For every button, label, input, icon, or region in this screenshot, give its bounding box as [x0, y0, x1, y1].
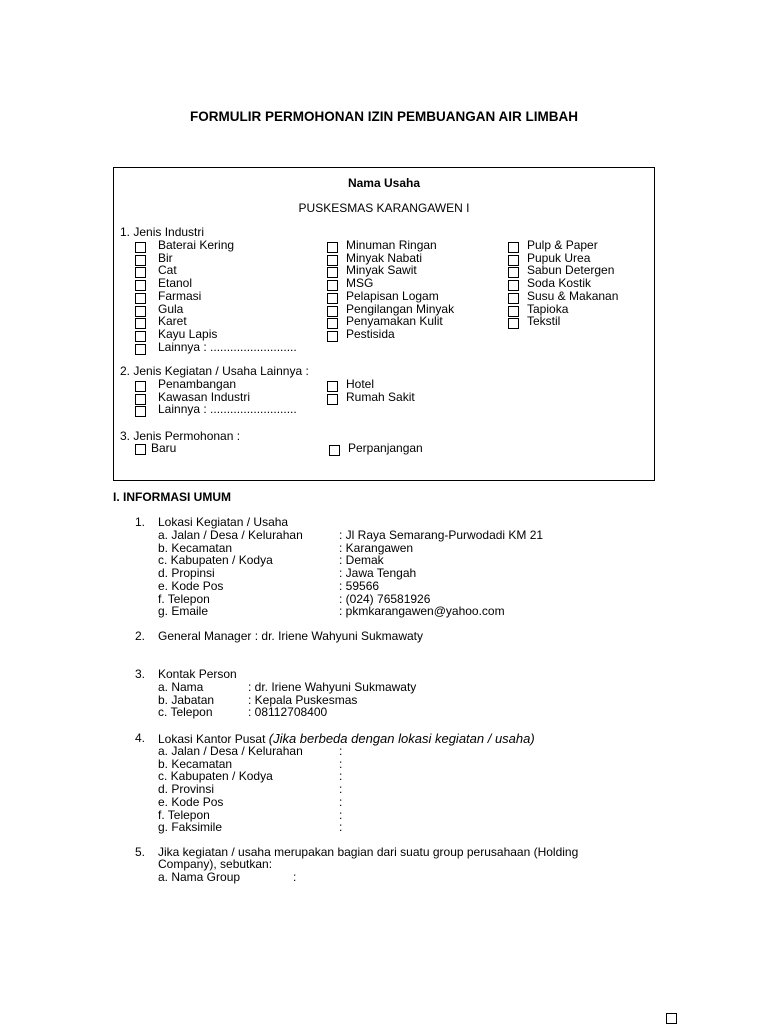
jenis-kegiatan-heading: 2. Jenis Kegiatan / Usaha Lainnya : [120, 364, 309, 378]
industri-option-checkbox[interactable] [135, 306, 146, 317]
kegiatan-option-label: Kawasan Industri [158, 389, 251, 404]
industri-option-checkbox[interactable] [135, 331, 146, 342]
kegiatan-option-checkbox[interactable] [135, 406, 146, 417]
s5-number: 5. [135, 845, 146, 859]
s4-number: 4. [135, 731, 146, 745]
s4-field-value: : [339, 756, 343, 771]
kegiatan-option-label: Hotel [346, 377, 375, 391]
industri-option-label: Minuman Ringan [346, 238, 437, 252]
s3-number: 3. [135, 667, 146, 681]
industri-option-label: Bir [158, 250, 173, 265]
s4-field-label: c. Kabupaten / Kodya [158, 769, 273, 784]
s3-field-value: : 08112708400 [248, 705, 328, 720]
s4-field-label: b. Kecamatan [158, 756, 233, 771]
s5-line2: Company), sebutkan: [158, 857, 273, 871]
industri-option-label: Karet [158, 314, 187, 329]
industri-option-checkbox[interactable] [135, 267, 146, 278]
s2-general-manager: General Manager : dr. Iriene Wahyuni Sukmawaty [158, 629, 424, 643]
industri-option-label: Susu & Makanan [527, 288, 619, 303]
s4-field-value: : [339, 820, 343, 835]
s4-field-label: g. Faksimile [158, 820, 223, 835]
s1-field-value: : Karangawen [339, 540, 414, 555]
nama-usaha-value: PUSKESMAS KARANGAWEN I [298, 201, 470, 215]
corner-checkbox[interactable] [666, 1013, 677, 1024]
industri-option-label: Soda Kostik [527, 276, 592, 291]
kegiatan-option-checkbox[interactable] [135, 394, 146, 405]
s1-field-value: : (024) 76581926 [339, 591, 431, 606]
label-baru: Baru [151, 441, 177, 455]
s4-field-value: : [339, 744, 343, 758]
industri-option-checkbox[interactable] [508, 318, 519, 329]
kegiatan-option-checkbox[interactable] [327, 394, 338, 405]
s1-field-label: c. Kabupaten / Kodya [158, 553, 273, 568]
s1-field-value: : Jl Raya Semarang-Purwodadi KM 21 [339, 528, 544, 542]
industri-option-label: Cat [158, 263, 177, 278]
industri-option-label: Baterai Kering [158, 238, 235, 252]
industri-option-checkbox[interactable] [135, 344, 146, 355]
industri-option-checkbox[interactable] [327, 242, 338, 253]
s3-field-label: a. Nama [158, 680, 204, 694]
industri-option-checkbox[interactable] [327, 255, 338, 266]
s4-field-value: : [339, 807, 343, 822]
industri-option-label: Tekstil [527, 314, 561, 329]
industri-option-checkbox[interactable] [327, 280, 338, 291]
industri-option-label: MSG [346, 276, 374, 291]
s1-field-value: : pkmkarangawen@yahoo.com [339, 604, 505, 619]
kegiatan-option-label: Rumah Sakit [346, 389, 415, 404]
s5-row-label: a. Nama Group [158, 870, 241, 884]
s3-field-value: : Kepala Puskesmas [248, 692, 358, 707]
s1-field-value: : Demak [339, 553, 384, 568]
industri-option-label: Pelapisan Logam [346, 288, 439, 303]
s1-number: 1. [135, 515, 146, 529]
industri-option-checkbox[interactable] [327, 331, 338, 342]
jenis-permohonan-heading: 3. Jenis Permohonan : [120, 429, 241, 443]
s4-heading-note: (Jika berbeda dengan lokasi kegiatan / usaha) [268, 731, 535, 746]
s4-field-label: f. Telepon [158, 807, 210, 822]
industri-option-label: Tapioka [527, 301, 569, 316]
industri-option-checkbox[interactable] [327, 306, 338, 317]
industri-option-checkbox[interactable] [135, 255, 146, 266]
s4-field-value: : [339, 769, 343, 784]
industri-option-checkbox[interactable] [508, 280, 519, 291]
s1-heading: Lokasi Kegiatan / Usaha [158, 515, 289, 529]
form-title: FORMULIR PERMOHONAN IZIN PEMBUANGAN AIR LIMBAH [190, 109, 578, 124]
industri-option-label: Minyak Nabati [346, 250, 423, 265]
industri-option-checkbox[interactable] [508, 306, 519, 317]
section-informasi-umum: I. INFORMASI UMUM [113, 490, 231, 504]
industri-option-label: Penyamakan Kulit [346, 314, 443, 329]
industri-option-label: Sabun Detergen [527, 263, 615, 278]
s4-field-value: : [339, 782, 343, 797]
s1-field-label: e. Kode Pos [158, 578, 224, 593]
s5-row-value: : [293, 870, 297, 884]
checkbox-baru[interactable] [135, 444, 146, 455]
industri-option-checkbox[interactable] [508, 242, 519, 253]
industri-option-checkbox[interactable] [135, 318, 146, 329]
industri-option-label: Minyak Sawit [346, 263, 417, 278]
s1-field-label: a. Jalan / Desa / Kelurahan [158, 528, 303, 542]
industri-option-label: Farmasi [158, 288, 202, 303]
s4-field-value: : [339, 794, 343, 809]
industri-option-label: Pengilangan Minyak [346, 301, 455, 316]
kegiatan-option-label: Lainnya : .......................... [158, 402, 297, 417]
s4-field-label: e. Kode Pos [158, 794, 224, 809]
kegiatan-option-checkbox[interactable] [135, 381, 146, 392]
nama-usaha-label: Nama Usaha [347, 176, 421, 190]
industri-option-checkbox[interactable] [327, 318, 338, 329]
s3-field-label: b. Jabatan [158, 692, 215, 707]
industri-option-checkbox[interactable] [508, 255, 519, 266]
s1-field-label: g. Emaile [158, 604, 209, 619]
industri-option-checkbox[interactable] [135, 242, 146, 253]
label-perpanjangan: Perpanjangan [348, 441, 423, 455]
kegiatan-option-label: Penambangan [158, 377, 237, 391]
s1-field-label: d. Propinsi [158, 566, 215, 581]
s5-line1: Jika kegiatan / usaha merupakan bagian dari suatu group perusahaan (Holding [158, 845, 579, 859]
jenis-industri-heading: 1. Jenis Industri [120, 225, 205, 239]
s4-field-label: a. Jalan / Desa / Kelurahan [158, 744, 303, 758]
s4-heading: Lokasi Kantor Pusat [158, 732, 266, 746]
checkbox-perpanjangan[interactable] [329, 445, 340, 456]
industri-option-label: Etanol [158, 276, 193, 291]
s4-field-label: d. Provinsi [158, 782, 215, 797]
s1-field-label: f. Telepon [158, 591, 210, 606]
s1-field-label: b. Kecamatan [158, 540, 233, 555]
s3-heading: Kontak Person [158, 667, 237, 681]
industri-option-checkbox[interactable] [327, 293, 338, 304]
industri-option-label: Pulp & Paper [527, 238, 598, 252]
industri-option-label: Pupuk Urea [527, 250, 591, 265]
industri-option-label: Gula [158, 301, 184, 316]
industri-option-checkbox[interactable] [508, 293, 519, 304]
industri-option-checkbox[interactable] [508, 267, 519, 278]
industri-option-checkbox[interactable] [135, 280, 146, 291]
industri-option-label: Lainnya : .......................... [158, 339, 297, 354]
s3-field-label: c. Telepon [158, 705, 213, 720]
s1-field-value: : Jawa Tengah [339, 566, 417, 581]
industri-option-label: Pestisida [346, 326, 395, 341]
industri-option-checkbox[interactable] [327, 267, 338, 278]
s3-field-value: : dr. Iriene Wahyuni Sukmawaty [248, 680, 417, 694]
industri-option-checkbox[interactable] [135, 293, 146, 304]
industri-option-label: Kayu Lapis [158, 326, 218, 341]
s2-number: 2. [135, 629, 146, 643]
s1-field-value: : 59566 [339, 578, 380, 593]
kegiatan-option-checkbox[interactable] [327, 381, 338, 392]
